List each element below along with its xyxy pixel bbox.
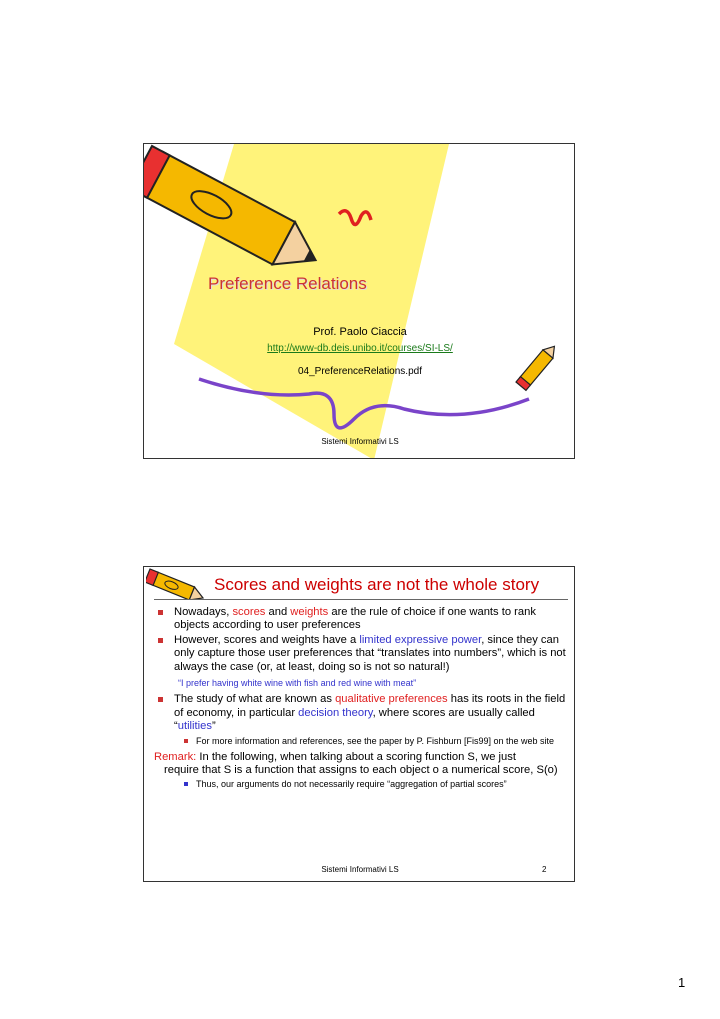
slide-number: 2 <box>542 865 547 874</box>
slide-scores <box>143 566 575 882</box>
heading-rule <box>154 599 568 600</box>
remark-continuation: require that S is a function that assigns to each object o a numerical score, S(o) <box>164 764 558 777</box>
file-name: 04_PreferenceRelations.pdf <box>298 366 422 377</box>
bullet: However, scores and weights have a limited expressive power, since they can only capture those user preferences that “translates into numbers”, which is not always the case (or, at least, doing so is not so natural!) <box>154 634 568 674</box>
pencil-decoration <box>144 144 575 459</box>
page-number: 1 <box>678 975 686 990</box>
sub-bullet: For more information and references, see the paper by P. Fishburn [Fis99] on the web site <box>154 736 568 747</box>
quote: “I prefer having white wine with fish and red wine with meat” <box>178 678 417 689</box>
slide-body <box>154 605 568 790</box>
slide-footer: Sistemi Informativi LS <box>321 865 399 874</box>
bullet: Nowadays, scores and weights are the rule of choice if one wants to rank objects according to user preferences <box>154 606 568 633</box>
pencil-icon <box>146 567 216 599</box>
remark: Remark: In the following, when talking about a scoring function S, we just <box>154 750 516 763</box>
slide-title-text: Preference Relations <box>208 274 367 293</box>
slide-title <box>143 143 575 459</box>
author: Prof. Paolo Ciaccia <box>313 326 407 338</box>
slide-heading: Scores and weights are not the whole story <box>214 575 540 594</box>
sub-bullet: Thus, our arguments do not necessarily require “aggregation of partial scores” <box>154 779 568 790</box>
bullet: The study of what are known as qualitative preferences has its roots in the field of economy, in particular decision theory, where scores are usually called “utilities” <box>154 693 568 733</box>
course-link[interactable]: http://www-db.deis.unibo.it/courses/SI-LS/ <box>267 343 453 354</box>
slide-footer: Sistemi Informativi LS <box>321 437 399 446</box>
